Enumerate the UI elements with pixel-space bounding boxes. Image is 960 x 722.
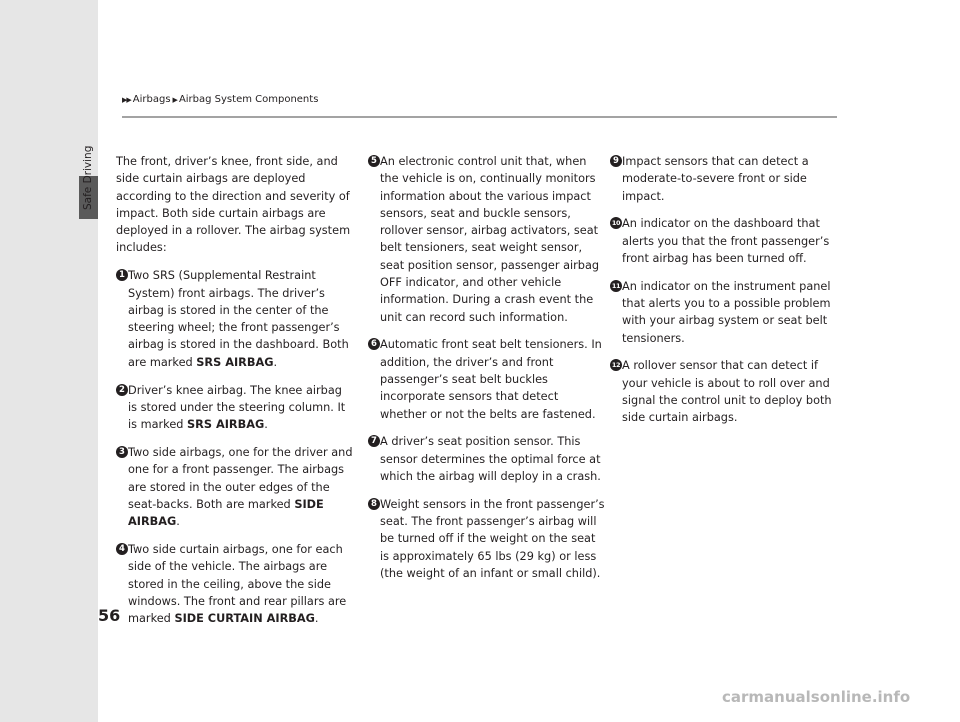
punctuation: . <box>264 418 268 432</box>
component-item <box>368 153 606 326</box>
airbag-marking: SIDE CURTAIN AIRBAG <box>174 612 315 626</box>
intro-paragraph: The front, driver’s knee, front side, and side curtain airbags are deployed according to the direction and severity of impact. Both side curtain airbags are deployed in a rollover. The airbag system includes: <box>116 155 351 255</box>
component-text: An indicator on the dashboard that alerts you that the front passenger’s front airbag has been turned off. <box>622 217 830 265</box>
breadcrumb-arrow-icon: ▶▶ <box>122 96 131 104</box>
sidebar <box>0 0 98 722</box>
punctuation: . <box>314 612 319 626</box>
number-badge: 6 <box>368 338 380 350</box>
number-badge: 5 <box>368 155 380 167</box>
number-badge: 12 <box>611 361 621 370</box>
text-column-3 <box>610 153 840 437</box>
component-text: Automatic front seat belt tensioners. In addition, the driver’s and front passenger’s seat belt buckles incorporate sensors that detect whether or not the belts are fastened. <box>380 338 602 421</box>
component-text: A rollover sensor that can detect if your vehicle is about to roll over and signal the control unit to deploy both side curtain airbags. <box>622 359 832 425</box>
component-text: Two side airbags, one for the driver and one for a front passenger. The airbags are stored in the outer edges of the seat-backs. Both are marked <box>128 445 353 511</box>
number-badge: 8 <box>368 498 380 510</box>
text-column-2 <box>368 153 606 593</box>
component-text: Two side curtain airbags, one for each side of the vehicle. The airbags are stored in the ceiling, above the side windows. The front and rear pillars are marked <box>128 542 347 626</box>
component-item <box>116 382 354 434</box>
component-text: An indicator on the instrument panel that alerts you to a possible problem with your airbag system or seat belt tensioners. <box>622 279 831 345</box>
number-badge: 11 <box>611 281 621 290</box>
number-badge: 7 <box>368 435 380 447</box>
page-number: 56 <box>98 606 121 625</box>
header-divider <box>122 116 837 118</box>
component-item <box>368 336 606 422</box>
section-label: Safe Driving <box>82 145 94 210</box>
component-item <box>610 357 840 426</box>
number-badge: 9 <box>610 155 622 167</box>
component-text: Impact sensors that can detect a moderate-to-severe front or side impact. <box>622 155 809 203</box>
component-text: Weight sensors in the front passenger’s seat. The front passenger’s airbag will be turned off if the weight on the seat is approximately 65 lbs (29 kg) or less (the weight of an infant or small child). <box>380 497 605 581</box>
breadcrumb-item-airbag-system-components[interactable]: Airbag System Components <box>178 94 319 105</box>
number-badge: 3 <box>116 446 128 458</box>
component-item <box>116 541 354 627</box>
breadcrumb <box>122 94 318 105</box>
breadcrumb-item-airbags[interactable]: Airbags <box>132 94 171 105</box>
watermark: carmanualsonline.info <box>722 688 911 706</box>
component-item <box>368 496 606 582</box>
component-item <box>610 153 840 205</box>
number-badge: 10 <box>611 219 621 228</box>
punctuation: . <box>176 515 180 529</box>
component-text: A driver’s seat position sensor. This sensor determines the optimal force at which the airbag will deploy in a crash. <box>380 435 601 484</box>
component-text: Two SRS (Supplemental Restraint System) front airbags. The driver’s airbag is stored in the center of the steering wheel; the front passenger’s airbag is stored in the dashboard. Both are marked <box>128 269 349 369</box>
component-item <box>116 267 354 371</box>
component-text: An electronic control unit that, when the vehicle is on, continually monitors information about the various impact sensors, seat and buckle sensors, rollover sensor, airbag activators, seat belt tensioners, seat weight sensor, seat position sensor, passenger airbag OFF indicator, and other vehicle information. During a crash event the unit can record such information. <box>380 155 600 324</box>
punctuation: . <box>273 355 278 369</box>
breadcrumb-arrow-icon: ▶ <box>172 96 177 104</box>
component-item <box>368 433 606 485</box>
number-badge: 2 <box>116 384 128 396</box>
number-badge: 4 <box>116 543 128 555</box>
component-item <box>116 444 354 530</box>
airbag-marking: SRS AIRBAG <box>196 355 274 369</box>
airbag-marking: SIDE AIRBAG <box>128 497 324 529</box>
airbag-marking: SRS AIRBAG <box>187 418 265 432</box>
component-item <box>610 278 840 347</box>
number-badge: 1 <box>116 269 128 281</box>
component-text: Driver’s knee airbag. The knee airbag is stored under the steering column. It is marked <box>128 383 346 432</box>
component-item <box>610 215 840 267</box>
text-column-1 <box>116 153 354 638</box>
